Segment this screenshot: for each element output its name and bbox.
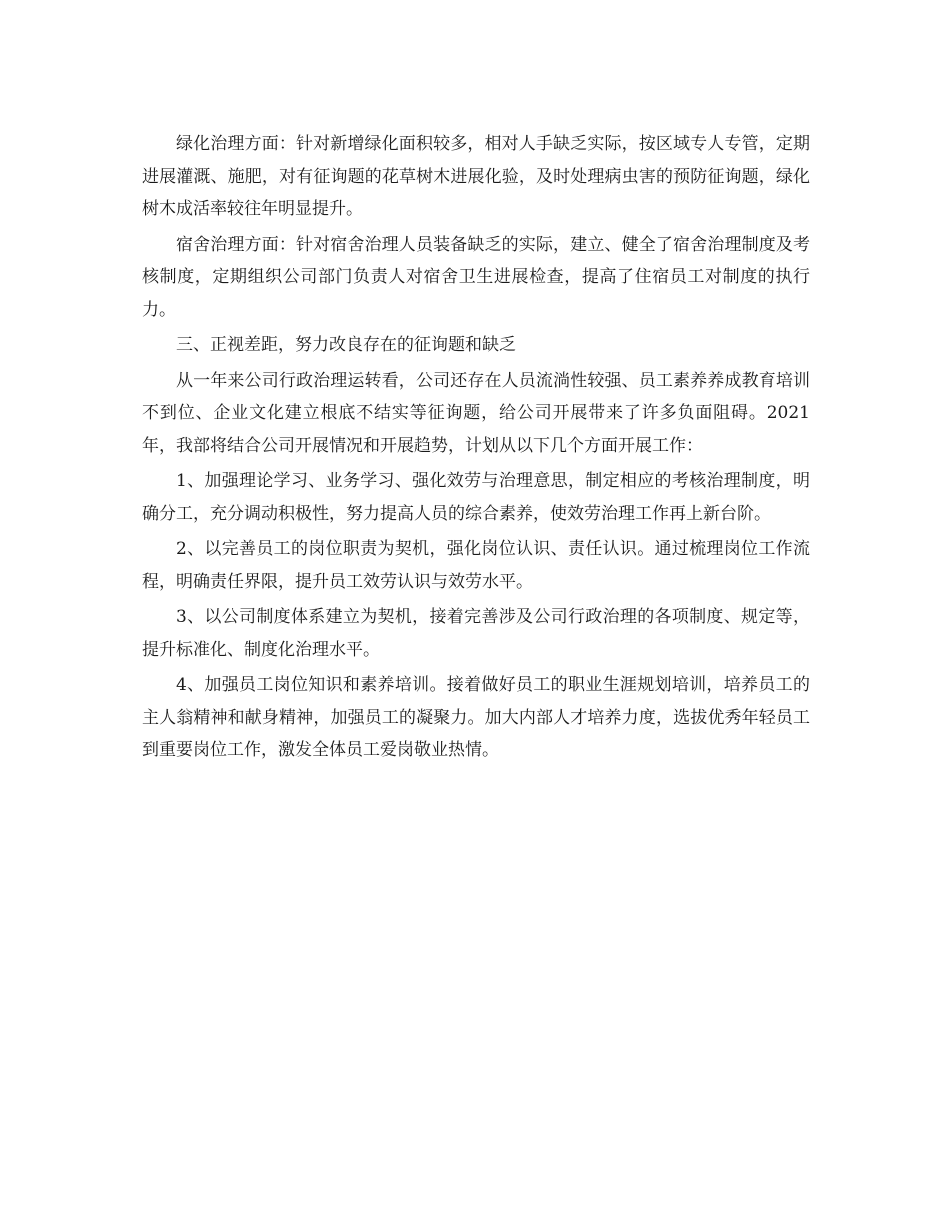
list-item-2: 2、以完善员工的岗位职责为契机，强化岗位认识、责任认识。通过梳理岗位工作流程，明确责任界限，提升员工效劳认识与效劳水平。 (142, 539, 810, 592)
paragraph-annual-review: 从一年来公司行政治理运转看，公司还存在人员流淌性较强、员工素养养成教育培训不到位、企业文化建立根底不结实等征询题，给公司开展带来了许多负面阻碍。2021年，我部将结合公司开展情况和开展趋势，计划从以下几个方面开展工作： (142, 370, 810, 456)
document-body (142, 128, 810, 767)
list-item-4: 4、加强员工岗位知识和素养培训。接着做好员工的职业生涯规划培训，培养员工的主人翁精神和献身精神，加强员工的凝聚力。加大内部人才培养力度，选拔优秀年轻员工到重要岗位工作，激发全体员工爱岗敬业热情。 (142, 675, 810, 760)
paragraph-greening-management: 绿化治理方面：针对新增绿化面积较多，相对人手缺乏实际，按区域专人专管，定期进展灌溉、施肥，对有征询题的花草树木进展化验，及时处理病虫害的预防征询题，绿化树木成活率较往年明显提升。 (142, 134, 810, 219)
paragraph-dormitory-management: 宿舍治理方面：针对宿舍治理人员装备缺乏的实际，建立、健全了宿舍治理制度及考核制度，定期组织公司部门负责人对宿舍卫生进展检查，提高了住宿员工对制度的执行力。 (142, 234, 810, 320)
list-item-3: 3、以公司制度体系建立为契机，接着完善涉及公司行政治理的各项制度、规定等，提升标准化、制度化治理水平。 (142, 607, 810, 660)
section-heading-three: 三、正视差距，努力改良存在的征询题和缺乏 (176, 335, 516, 355)
list-item-1: 1、加强理论学习、业务学习、强化效劳与治理意思，制定相应的考核治理制度，明确分工，充分调动积极性，努力提高人员的综合素养，使效劳治理工作再上新台阶。 (142, 471, 810, 524)
